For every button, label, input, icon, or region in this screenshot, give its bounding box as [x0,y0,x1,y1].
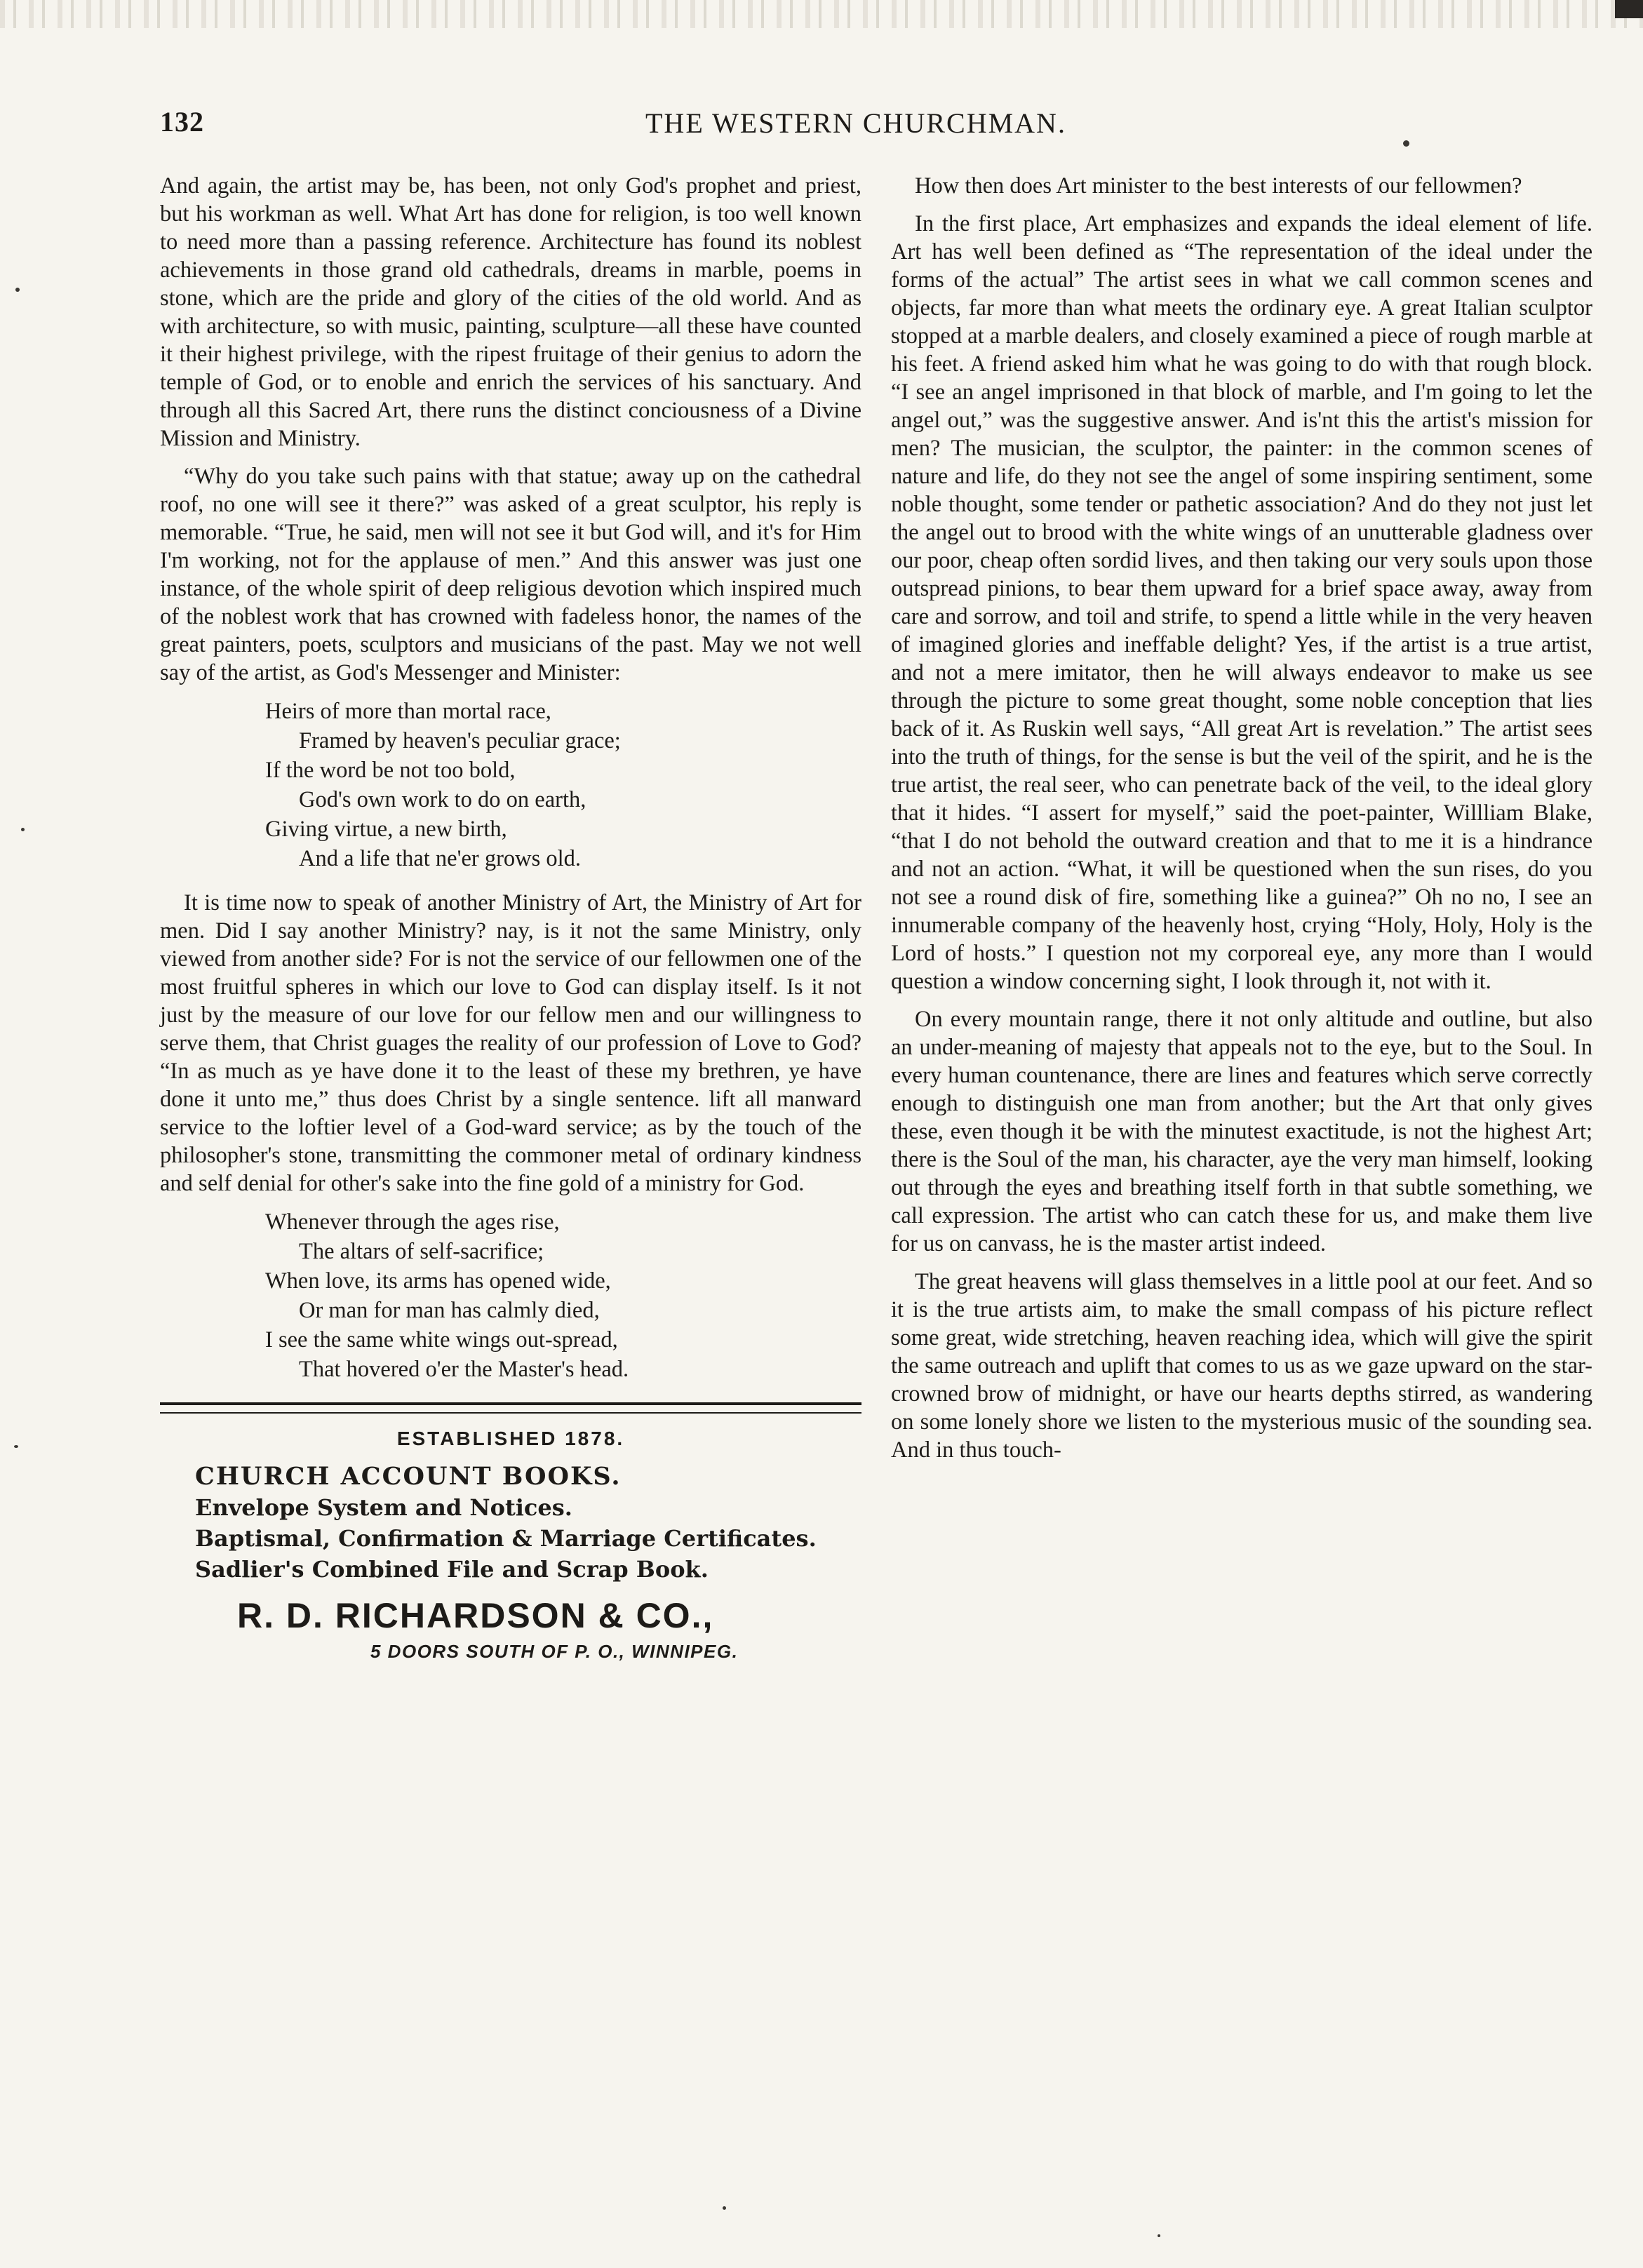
page-number: 132 [160,106,204,137]
poem-line: That hovered o'er the Master's head. [299,1357,629,1382]
right-paragraph-1: How then does Art minister to the best interests of our fellowmen? [915,173,1522,199]
poem-line: And a life that ne'er grows old. [299,846,582,871]
ad-church-account-books: CHURCH ACCOUNT BOOKS. [195,1462,622,1491]
poem-line: Giving virtue, a new birth, [265,817,507,842]
ink-speck [14,1445,18,1448]
ink-speck [1403,140,1409,147]
ink-speck [1158,2234,1160,2237]
richardson-advertisement [160,1426,861,1663]
ink-speck [723,2206,726,2210]
ad-address: 5 DOORS SOUTH OF P. O., WINNIPEG. [370,1641,739,1662]
left-paragraph-3: It is time now to speak of another Ministry of Art, the Ministry of Art for men. Did I say another Ministry? nay, is it not the same Ministry, only viewed from another side? For is not the service of our fellowmen one of the most fruitful spheres in which our love to God can display itself. Is it not just by the measure of our love for our fellow men and our willingness to serve them, that Christ guages the reality of our profession of Love to God? “In as much as ye have done it to the least of these my brethren, ye have done it unto me,” thus does Christ by a single sentence. lift all manward service to the loftier level of a God-ward service; as by the touch of the philosopher's stone, transmitting the commoner metal of ordinary kindness and self denial for other's sake into the fine gold of a ministry for God. [160,890,861,1196]
poem-line: Or man for man has calmly died, [299,1298,600,1323]
poem-line: When love, its arms has opened wide, [265,1268,611,1294]
poem-line: Heirs of more than mortal race, [265,699,551,724]
right-paragraph-2: In the first place, Art emphasizes and expands the ideal element of life. Art has well been defined as “The representation of the ideal under the forms of the actual” The artist sees in what we call common scenes and objects, far more than what meets the ordinary eye. A great Italian sculptor stopped at a marble dealers, and closely examined a piece of rough marble at his feet. A friend asked him what he was going to do with that rough block. “I see an angel imprisoned in that block of marble, and I'm going to let the angel out,” was the suggestive answer. And is'nt this the artist's mission for men? The musician, the sculptor, the painter: in the common scenes of nature and life, do they not see the angel of some inspiring sentiment, some noble thought, some tender or pathetic association? And do they not just let the angel out to brood with the white wings of an unutterable gladness over our poor, cheap often sordid lives, and then taking our very souls upon those outspread pinions, to bear them upward for a brief space away, away from care and sorrow, and toil and strife, to spend a little while in the very heaven of imagined glories and ineffable delight? Yes, if the artist is a true artist, and not a mere imitator, then he will always endeavor to make us see through the picture to some great thought, some noble conception that lies back of it. As Ruskin well says, “All great Art is revelation.” The artist sees into the truth of things, for the sense is but the veil of the spirit, and he is the true artist, the real seer, who can penetrate back of the veil, to the ideal glory that it hides. “I assert for myself,” said the poet-painter, Willliam Blake, “that I do not behold the outward creation and that to me it is a hindrance and not an action. “What, it will be questioned when the sun rises, do you not see a round disk of fire, something like a guinea?” Oh no no, I see an innumerable company of the heavenly host, crying “Holy, Holy, Holy is the Lord of hosts.” I question not my corporeal eye, any more than I would question a window concerning sight, I look through it, not with it. [891,211,1592,994]
poem-line: God's own work to do on earth, [299,787,586,812]
left-column [160,172,861,1663]
left-paragraph-2: “Why do you take such pains with that statue; away up on the cathedral roof, no one will see it there?” was asked of a great sculptor, his reply is memorable. “True, he said, men will not see it but God will, and it's for Him I'm working, not for the applause of men.” And this answer was just one instance, of the whole spirit of deep religious devotion which inspired much of the noblest work that has crowned with fadeless honor, the names of the great painters, poets, sculptors and musicians of the past. May we not well say of the artist, as God's Messenger and Minister: [160,464,861,685]
page-header [0,105,1643,147]
journal-title: THE WESTERN CHURCHMAN. [645,107,1066,139]
poem-self-sacrifice [265,1207,861,1384]
right-paragraph-4: The great heavens will glass themselves in a little pool at our feet. And so it is the true artists aim, to make the small compass of his picture reflect some great, wide stretching, heaven reaching idea, which will give the spirit the same outreach and uplift that comes to us as we gaze upward on the star-crowned brow of midnight, or have our hearts depths stirred, as wandering on some lonely shore we listen to the mysterious music of the sounding sea. And in thus touch- [891,1269,1592,1463]
right-paragraph-3: On every mountain range, there it not only altitude and outline, but also an under-meaning of majesty that appeals not to the eye, but to the Soul. In every human countenance, there are lines and features which serve correctly enough to distinguish one man from another; but the Art that only gives these, even though it be with the minutest exactitude, is not the highest Art; there is the Soul of the man, his character, aye the very man himself, looking out through the eyes and breathing itself forth in that subtle something, we call expression. The artist who can catch these for us, and make them live for us on canvass, he is the master artist indeed. [891,1007,1592,1256]
left-paragraph-1: And again, the artist may be, has been, not only God's prophet and priest, but his workman as well. What Art has done for religion, is too well known to need more than a passing reference. Architecture has found its noblest achievements in those grand old cathedrals, dreams in marble, poems in stone, which are the pride and glory of the cities of the old world. And as with architecture, so with music, painting, sculpture—all these have counted it their highest privilege, with the ripest fruitage of their genius to adorn the temple of God, or to enoble and enrich the services of his sanctuary. And through all this Sacred Art, there runs the distinct conciousness of a Divine Mission and Ministry. [160,173,861,451]
poem-line: The altars of self-sacrifice; [299,1239,544,1264]
poem-heirs [265,697,861,873]
ink-speck [21,828,25,831]
ink-speck [15,288,20,292]
scan-edge-mark [1615,0,1643,18]
poem-line: Framed by heaven's peculiar grace; [299,728,621,753]
poem-line: I see the same white wings out-spread, [265,1327,618,1353]
right-column [891,172,1592,1474]
ad-company-name: R. D. RICHARDSON & CO., [237,1596,714,1635]
poem-line: If the word be not too bold, [265,758,516,783]
ad-established: ESTABLISHED 1878. [396,1428,625,1449]
poem-line: Whenever through the ages rise, [265,1209,560,1235]
ad-envelope-system: Envelope System and Notices. [195,1494,572,1521]
ad-file-scrap-book: Sadlier's Combined File and Scrap Book. [195,1556,709,1583]
advertisement-divider [160,1402,861,1414]
ad-certificates: Baptismal, Confirmation & Marriage Certificates. [195,1525,817,1552]
scan-noise-band [0,0,1643,28]
